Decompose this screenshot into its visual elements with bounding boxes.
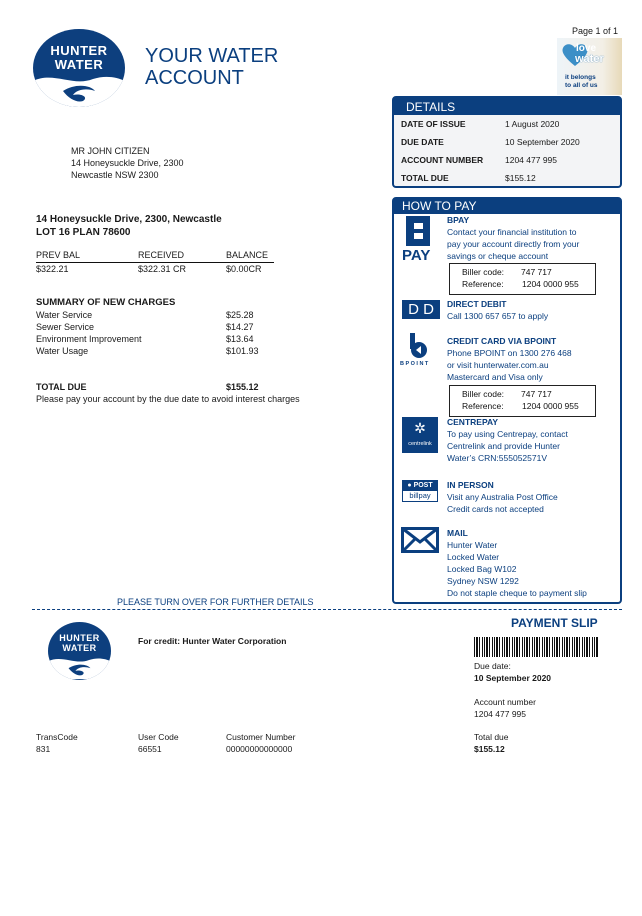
page-title: YOUR WATER ACCOUNT: [145, 45, 279, 89]
for-credit: For credit: Hunter Water Corporation: [138, 636, 287, 646]
detail-row: DATE OF ISSUE 1 August 2020: [401, 119, 560, 129]
in-person-section: IN PERSON Visit any Australia Post Office Credit cards not accepted: [447, 480, 558, 514]
charge-row: Sewer Service $14.27: [36, 322, 254, 332]
addressee-block: MR JOHN CITIZEN 14 Honeysuckle Drive, 2300 Newcastle NSW 2300: [71, 146, 184, 180]
details-panel: [392, 96, 622, 188]
post-icon: ●: [407, 482, 412, 489]
direct-debit-section: DIRECT DEBIT Call 1300 657 657 to apply: [447, 299, 549, 321]
centrepay-section: CENTREPAY To pay using Centrepay, contact Centrelink and provide Hunter Water’s CRN:555052571V: [447, 417, 568, 463]
post-billpay-logo: ● POST billpay: [402, 480, 438, 502]
detail-row: DUE DATE 10 September 2020: [401, 137, 580, 147]
bpay-logo: PAY: [400, 216, 436, 268]
bpay-biller-box: Biller code: 747 717 Reference: 1204 0000 955: [449, 263, 596, 295]
property-block: 14 Honeysuckle Drive, 2300, Newcastle LOT 16 PLAN 78600: [36, 214, 222, 238]
turn-over-note: PLEASE TURN OVER FOR FURTHER DETAILS: [117, 597, 314, 607]
slip-details: Due date: 10 September 2020 Account number 1204 477 995 Total due $155.12: [474, 661, 552, 754]
direct-debit-logo: D D: [402, 300, 440, 319]
bpay-b-icon: [406, 216, 430, 246]
charge-row: Water Service $25.28: [36, 310, 254, 320]
hunter-water-logo: HUNTER WATER: [33, 29, 125, 107]
details-heading: DETAILS: [394, 98, 620, 115]
balance-header-row: PREV BAL RECEIVED BALANCE: [36, 249, 274, 263]
how-to-pay-panel: [392, 197, 622, 604]
bpoint-logo: BPOINT: [398, 333, 440, 373]
bpoint-icon: [410, 333, 428, 359]
wave-icon: [48, 655, 111, 680]
bpoint-section: CREDIT CARD VIA BPOINT Phone BPOINT on 1300 276 468 or visit hunterwater.com.au Mastercard and Visa only: [447, 336, 572, 382]
charges-summary: [36, 297, 316, 405]
balance-table: [36, 249, 274, 275]
how-to-pay-heading: HOW TO PAY: [394, 199, 620, 214]
love-water-banner: love water it belongs to all of us: [557, 38, 622, 95]
detail-row: ACCOUNT NUMBER 1204 477 995: [401, 155, 557, 165]
envelope-icon: [401, 527, 439, 553]
user-code: User Code 66551: [138, 732, 179, 754]
wave-icon: [33, 73, 125, 107]
slip-codes: [36, 731, 295, 755]
centrelink-logo: ✲ centrelink: [402, 417, 438, 453]
page-number: Page 1 of 1: [572, 26, 619, 36]
charge-row: Environment Improvement $13.64: [36, 334, 254, 344]
trans-code: TransCode 831: [36, 732, 78, 754]
balance-value-row: $322.21 $322.31 CR $0.00CR: [36, 264, 262, 274]
interest-note: Please pay your account by the due date to avoid interest charges: [36, 394, 300, 404]
mail-section: MAIL Hunter Water Locked Water Locked Bag W102 Sydney NSW 1292 Do not staple cheque to payment slip: [447, 528, 587, 598]
summary-heading: SUMMARY OF NEW CHARGES: [36, 297, 176, 308]
barcode: [474, 637, 598, 657]
tear-line: [32, 609, 622, 610]
detail-row: TOTAL DUE $155.12: [401, 173, 536, 183]
total-row: TOTAL DUE $155.12: [36, 382, 259, 392]
payment-slip-heading: PAYMENT SLIP: [511, 616, 598, 630]
star-icon: ✲: [414, 420, 426, 436]
hunter-water-logo-small: HUNTER WATER: [48, 622, 111, 680]
customer-number: Customer Number 00000000000000: [226, 732, 296, 754]
bpay-section: BPAY Contact your financial institution to pay your account directly from your savings or cheque account: [447, 215, 580, 261]
charge-row: Water Usage $101.93: [36, 346, 259, 356]
bpoint-biller-box: Biller code: 747 717 Reference: 1204 0000 955: [449, 385, 596, 417]
